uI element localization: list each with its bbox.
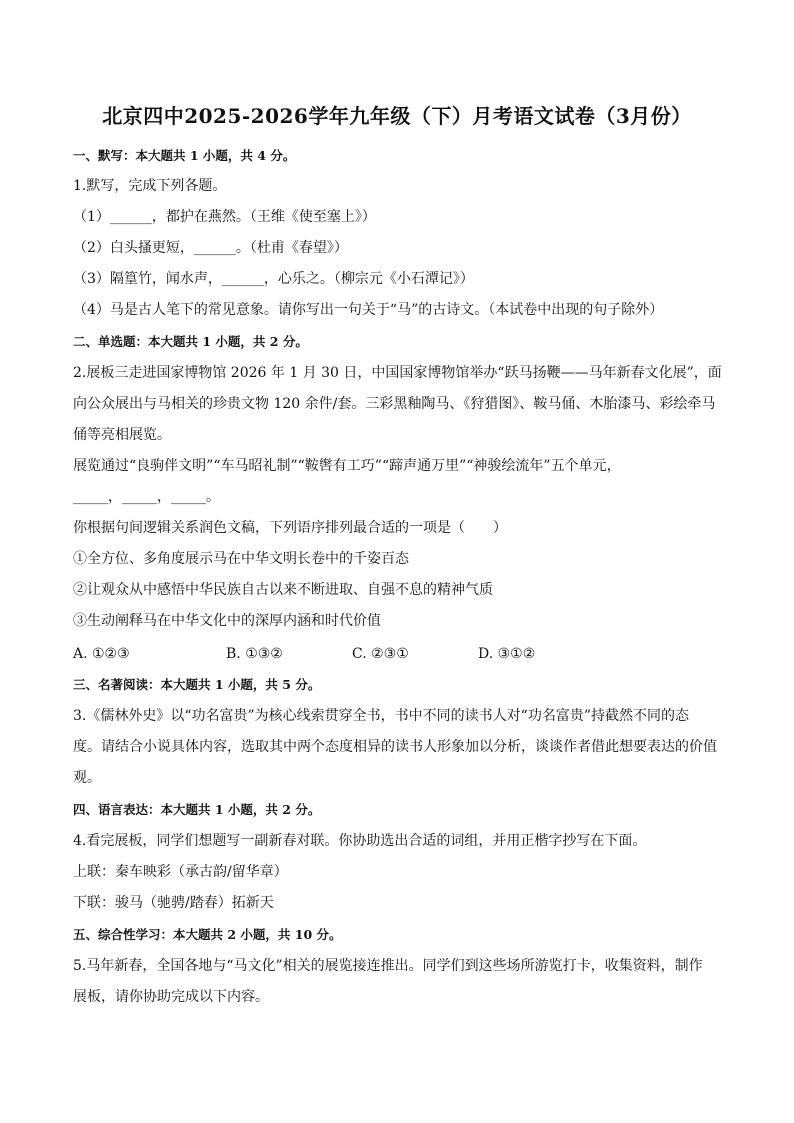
question-1-item-3: （3）隔篁竹，闻水声，______，心乐之。（柳宗元《小石潭记》） [73,271,474,287]
section-heading-1 [73,147,295,165]
option-b[interactable]: B. ①③② [226,646,283,662]
section-desc: 本大题共 2 小题，共 10 分。 [173,927,342,942]
question-2-line-3: 俑等亮相展览。 [73,427,171,443]
question-1-item-4: （4）马是古人笔下的常见意象。请你写出一句关于“马”的古诗文。（本试卷中出现的句子除外） [73,302,664,318]
section-desc: 本大题共 1 小题，共 5 分。 [160,677,321,692]
question-2-line-2: 向公众展出与马相关的珍贵文物 120 余件/套。三彩黑釉陶马、《狩猎图》、鞍马俑、木胎漆马、彩绘牵马 [73,396,716,412]
question-5-line-1: 5.马年新春，全国各地与“马文化”相关的展览接连推出。同学们到这些场所游览打卡，收集资料，制作 [73,958,703,974]
question-2-sentence-1: ①全方位、多角度展示马在中华文明长卷中的千姿百态 [73,551,409,567]
section-name: 三、名著阅读： [73,677,161,692]
section-heading-5 [73,926,342,944]
question-2-sentence-2: ②让观众从中感悟中华民族自古以来不断进取、自强不息的精神气质 [73,582,493,598]
question-2-prompt: 你根据句间逻辑关系润色文稿，下列语序排列最合适的一项是（ ） [73,520,507,536]
question-4-upper-couplet: 上联：秦车映彩（承古韵/留华章） [73,864,288,880]
question-4-lower-couplet: 下联：骏马（驰骋/踏春）拓新天 [73,895,274,911]
option-d[interactable]: D. ③①② [478,646,536,662]
section-name: 一、默写： [73,148,136,163]
question-1-item-2: （2）白头搔更短，______。（杜甫《春望》） [73,240,348,256]
section-desc: 本大题共 1 小题，共 4 分。 [135,148,296,163]
question-3-line-2: 度。请结合小说具体内容，选取其中两个态度相异的读书人形象加以分析，谈谈作者借此想要表达的价值 [73,739,717,755]
section-heading-3 [73,676,320,694]
question-2-sentence-3: ③生动阐释马在中华文化中的深厚内涵和时代价值 [73,613,381,629]
question-4-line-1: 4.看完展板，同学们想题写一副新春对联。你协助选出合适的词组，并用正楷字抄写在下面。 [73,833,647,849]
section-heading-2 [73,333,308,351]
question-2-line-1: 2.展板三走进国家博物馆 2026 年 1 月 30 日，中国国家博物馆举办“跃马扬鞭——马年新春文化展”，面 [73,365,722,381]
question-2-blanks: _____，_____，_____。 [73,489,220,505]
question-3-line-1: 3.《儒林外史》以“功名富贵”为核心线索贯穿全书，书中不同的读书人对“功名富贵”持截然不同的态 [73,708,689,724]
section-name: 二、单选题： [73,334,149,349]
section-name: 四、语言表达： [73,802,161,817]
section-heading-4 [73,801,320,819]
section-name: 五、综合性学习： [73,927,174,942]
question-1-item-1: （1）______，都护在燕然。（王维《使至塞上》） [73,209,376,225]
option-c[interactable]: C. ②③① [352,646,409,662]
question-5-line-2: 展板，请你协助完成以下内容。 [73,989,269,1005]
option-a[interactable]: A. ①②③ [73,646,130,662]
section-desc: 本大题共 1 小题，共 2 分。 [160,802,321,817]
page-title: 北京四中2025-2026学年九年级（下）月考语文试卷（3月份） [102,104,692,128]
section-desc: 本大题共 1 小题，共 2 分。 [148,334,308,349]
question-1-stem: 1.默写，完成下列各题。 [73,178,227,194]
question-3-line-3: 观。 [73,770,101,786]
question-2-line-4: 展览通过“良驹伴文明”“车马昭礼制”“鞍辔有工巧”“蹄声通万里”“神骏绘流年”五个单元， [73,458,621,474]
